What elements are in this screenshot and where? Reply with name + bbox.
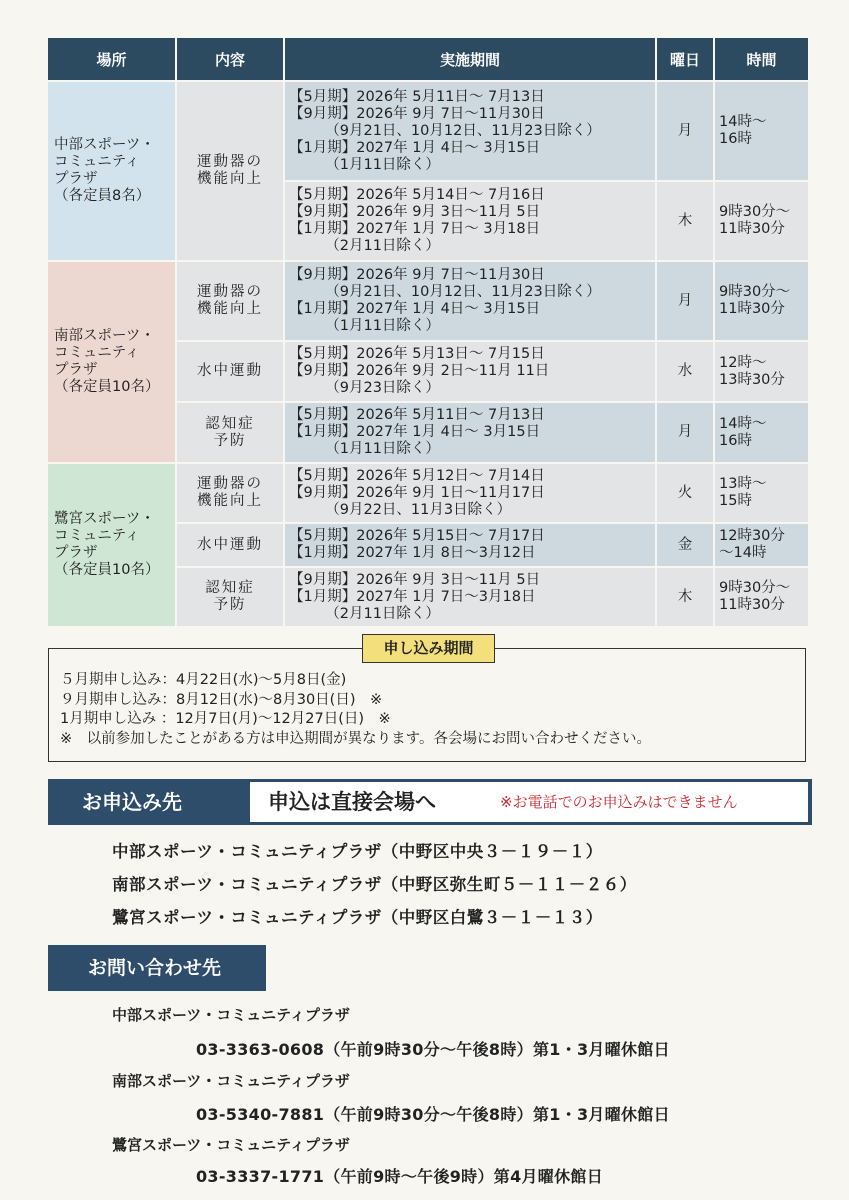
header-time: 時間 xyxy=(714,38,809,81)
header-period: 実施期間 xyxy=(284,38,656,81)
place-nanbu: 南部スポーツ・ コミュニティ プラザ （各定員10名） xyxy=(48,261,176,463)
contact-label: お問い合わせ先 xyxy=(48,945,266,991)
application-period-title: 申し込み期間 xyxy=(362,634,495,663)
period-cell: 【5月期】2026年 5月12日～ 7月14日 【9月期】2026年 9月 1日～11月17日 （9月22日、11月3日除く） xyxy=(284,463,656,523)
content-cell: 運動器の 機能向上 xyxy=(176,463,284,523)
content-cell: 水中運動 xyxy=(176,341,284,402)
application-period-lines xyxy=(60,671,651,749)
content-cell: 運動器の 機能向上 xyxy=(176,261,284,341)
period-cell: 【5月期】2026年 5月13日～ 7月15日 【9月期】2026年 9月 2日～11月 11日 （9月23日除く） xyxy=(284,341,656,402)
day-cell: 木 xyxy=(656,567,714,627)
venue-saginomiya: 鷺宮スポーツ・コミュニティプラザ（中野区白鷺３－１－１３） xyxy=(112,908,603,927)
time-cell: 14時～ 16時 xyxy=(714,81,809,181)
venue-nanbu: 南部スポーツ・コミュニティプラザ（中野区弥生町５－１１－２６） xyxy=(112,875,637,894)
time-cell: 13時～ 15時 xyxy=(714,463,809,523)
table-row xyxy=(48,261,809,341)
time-cell: 9時30分～ 11時30分 xyxy=(714,567,809,627)
application-line: ５月期申し込み：4月22日(水)～5月8日(金) xyxy=(60,672,347,688)
header-day: 曜日 xyxy=(656,38,714,81)
contact-name-saginomiya: 鷺宮スポーツ・コミュニティプラザ xyxy=(112,1136,350,1154)
period-cell: 【5月期】2026年 5月11日～ 7月13日 【9月期】2026年 9月 7日～11月30日 （9月21日、10月12日、11月23日除く） 【1月期】2027年 1月 4日～ 3月15日 （1月11日除く） xyxy=(284,81,656,181)
content-cell: 運動器の 機能向上 xyxy=(176,81,284,261)
period-cell: 【5月期】2026年 5月14日～ 7月16日 【9月期】2026年 9月 3日～11月 5日 【1月期】2027年 1月 7日～ 3月18日 （2月11日除く） xyxy=(284,181,656,261)
day-cell: 月 xyxy=(656,81,714,181)
contact-name-chubu: 中部スポーツ・コミュニティプラザ xyxy=(112,1006,350,1024)
table-header-row xyxy=(48,38,809,81)
table-row xyxy=(48,81,809,181)
day-cell: 水 xyxy=(656,341,714,402)
day-cell: 金 xyxy=(656,523,714,567)
schedule-table xyxy=(48,38,810,628)
time-cell: 12時30分 ～14時 xyxy=(714,523,809,567)
apply-to-label: お申込み先 xyxy=(82,790,182,814)
time-cell: 9時30分～ 11時30分 xyxy=(714,261,809,341)
table-row xyxy=(48,463,809,523)
period-cell: 【9月期】2026年 9月 7日～11月30日 （9月21日、10月12日、11月23日除く） 【1月期】2027年 1月 4日～ 3月15日 （1月11日除く） xyxy=(284,261,656,341)
header-place: 場所 xyxy=(48,38,176,81)
day-cell: 月 xyxy=(656,261,714,341)
venue-chubu: 中部スポーツ・コミュニティプラザ（中野区中央３－１９－１） xyxy=(112,842,603,861)
contact-phone-chubu: 03-3363-0608（午前9時30分～午後8時）第1・3月曜休館日 xyxy=(196,1040,670,1059)
contact-phone-nanbu: 03-5340-7881（午前9時30分～午後8時）第1・3月曜休館日 xyxy=(196,1105,670,1124)
day-cell: 月 xyxy=(656,402,714,463)
day-cell: 火 xyxy=(656,463,714,523)
application-line: 1月期申し込み ：12月7日(月)～12月27日(日) ※ xyxy=(60,711,391,727)
application-line: ９月期申し込み：8月12日(水)～8月30日(日) ※ xyxy=(60,691,383,708)
contact-name-nanbu: 南部スポーツ・コミュニティプラザ xyxy=(112,1072,350,1090)
content-cell: 認知症 予防 xyxy=(176,567,284,627)
period-cell: 【5月期】2026年 5月11日～ 7月13日 【1月期】2027年 1月 4日～ 3月15日 （1月11日除く） xyxy=(284,402,656,463)
application-note: ※ 以前参加したことがある方は申込期間が異なります。各会場にお問い合わせください。 xyxy=(60,730,651,747)
place-chubu: 中部スポーツ・ コミュニティ プラザ （各定員8名） xyxy=(48,81,176,261)
apply-to-note: ※お電話でのお申込みはできません xyxy=(500,793,738,811)
header-content: 内容 xyxy=(176,38,284,81)
apply-to-title: 申込は直接会場へ xyxy=(268,790,436,814)
contact-phone-saginomiya: 03-3337-1771（午前9時～午後9時）第4月曜休館日 xyxy=(196,1167,604,1186)
content-cell: 水中運動 xyxy=(176,523,284,567)
period-cell: 【5月期】2026年 5月15日～ 7月17日 【1月期】2027年 1月 8日～3月12日 xyxy=(284,523,656,567)
content-cell: 認知症 予防 xyxy=(176,402,284,463)
place-saginomiya: 鷺宮スポーツ・ コミュニティ プラザ （各定員10名） xyxy=(48,463,176,627)
period-cell: 【9月期】2026年 9月 3日～11月 5日 【1月期】2027年 1月 7日～3月18日 （2月11日除く） xyxy=(284,567,656,627)
time-cell: 12時～ 13時30分 xyxy=(714,341,809,402)
time-cell: 9時30分～ 11時30分 xyxy=(714,181,809,261)
time-cell: 14時～ 16時 xyxy=(714,402,809,463)
day-cell: 木 xyxy=(656,181,714,261)
